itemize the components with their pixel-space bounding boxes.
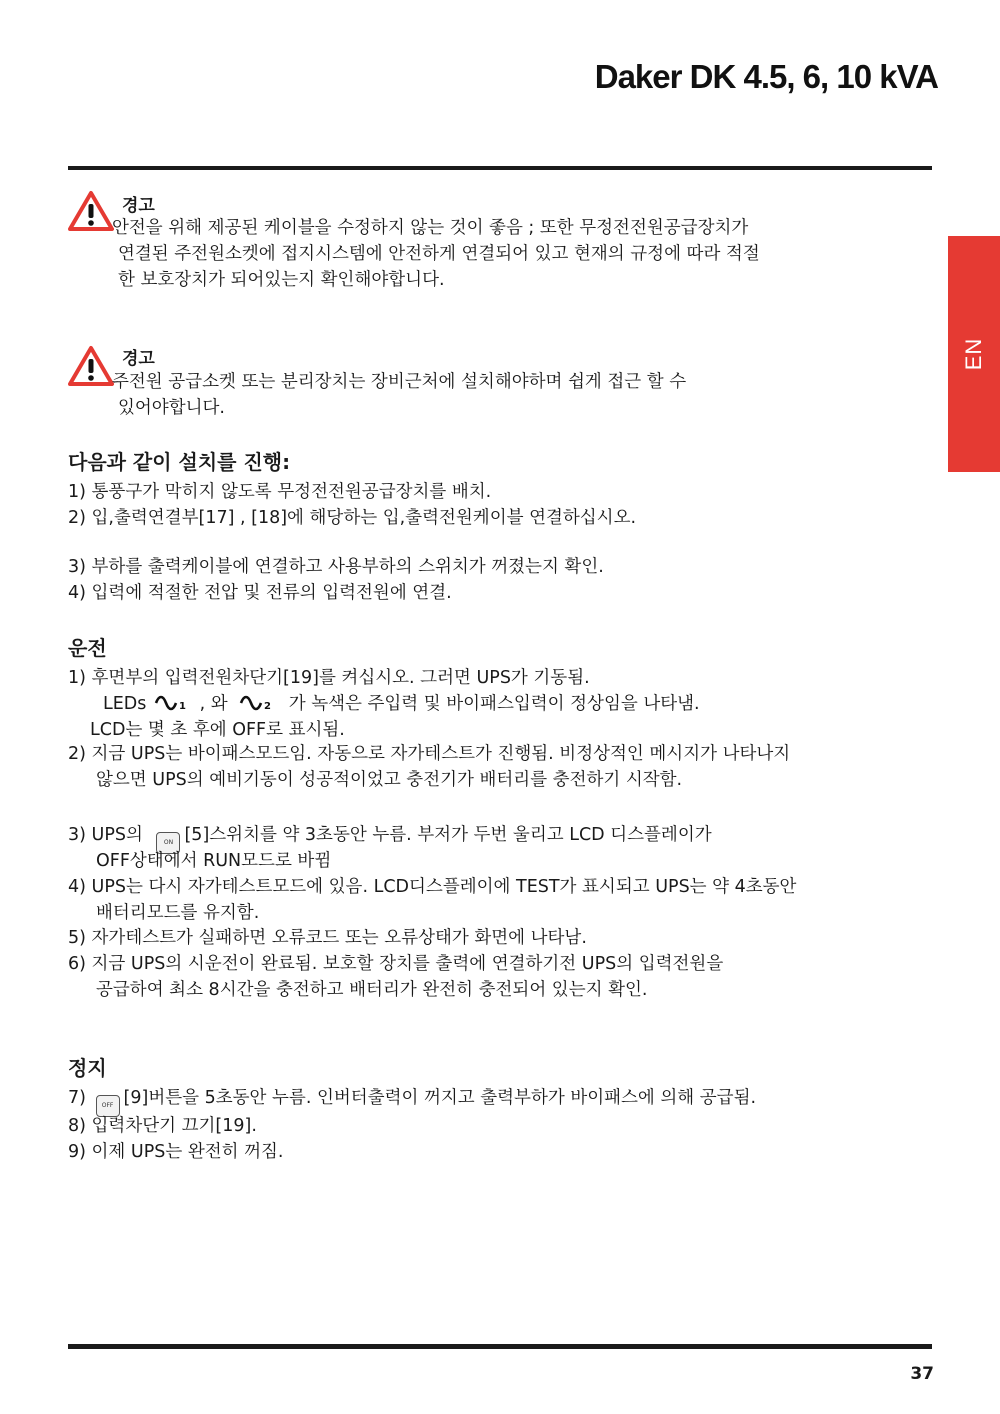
operation-item-2-line-2: 않으면 UPS의 예비기동이 성공적이었고 충전기가 배터리를 충전하기 시작함.	[96, 770, 683, 790]
install-item-1: 1) 통풍구가 막히지 않도록 무정전전원공급장치를 배치.	[68, 482, 492, 502]
operation-item-4-line-1: 4) UPS는 다시 자가테스트모드에 있음. LCD디스플레이에 TEST가 표시되고 UPS는 약 4초동안	[68, 877, 797, 897]
footer-divider	[68, 1344, 932, 1349]
stop-item-8: 8) 입력차단기 끄기[19].	[68, 1116, 257, 1136]
svg-text:2: 2	[264, 701, 272, 712]
warning-1-line-1: 안전을 위해 제공된 케이블을 수정하지 않는 것이 좋음 ; 또한 무정전전원공급장치가	[112, 218, 749, 238]
svg-text:1: 1	[178, 701, 186, 712]
warning-triangle-icon	[68, 345, 114, 387]
operation-item-6-line-2: 공급하여 최소 8시간을 충전하고 배터리가 완전히 충전되어 있는지 확인.	[96, 980, 648, 1000]
warning-1-line-3: 한 보호장치가 되어있는지 확인해야합니다.	[118, 270, 445, 290]
install-item-2: 2) 입,출력연결부[17] , [18]에 해당하는 입,출력전원케이블 연결하십시오.	[68, 508, 637, 528]
off-button-icon: OFF	[96, 1095, 120, 1117]
operation-item-4-line-2: 배터리모드를 유지함.	[96, 903, 260, 923]
install-item-4: 4) 입력에 적절한 전압 및 전류의 입력전원에 연결.	[68, 583, 452, 603]
install-item-3: 3) 부하를 출력케이블에 연결하고 사용부하의 스위치가 꺼졌는지 확인.	[68, 557, 604, 577]
leds-suffix: 가 녹색은 주입력 및 바이패스입력이 정상임을 나타냄.	[288, 694, 700, 714]
warning-2-line-2: 있어야합니다.	[118, 398, 225, 418]
warning-triangle-icon	[68, 190, 114, 232]
item-3-prefix: 3) UPS의	[68, 825, 143, 845]
operation-item-1: 1) 후면부의 입력전원차단기[19]를 켜십시오. 그러면 UPS가 기동됨.	[68, 668, 590, 688]
document-title: Daker DK 4.5, 6, 10 kVA	[594, 58, 938, 95]
operation-item-3-line-2: OFF상태에서 RUN모드로 바뀜	[96, 851, 332, 871]
warning-2-title: 경고	[122, 349, 155, 369]
item-7-suffix: [9]버튼을 5초동안 누름. 인버터출력이 꺼지고 출력부하가 바이패스에 의해 공급됨.	[123, 1088, 757, 1108]
warning-2-line-1: 주전원 공급소켓 또는 분리장치는 장비근처에 설치해야하며 쉽게 접근 할 수	[112, 372, 687, 392]
warning-block-2	[68, 345, 114, 391]
language-tab-label: EN	[961, 337, 986, 371]
page-number: 37	[910, 1364, 934, 1384]
leds-prefix: LEDs	[103, 694, 147, 714]
operation-leds-line	[103, 691, 700, 720]
stop-item-9: 9) 이제 UPS는 완전히 꺼짐.	[68, 1142, 284, 1162]
operation-heading: 운전	[68, 636, 107, 660]
warning-1-title: 경고	[122, 196, 155, 216]
operation-item-5: 5) 자가테스트가 실패하면 오류코드 또는 오류상태가 화면에 나타남.	[68, 928, 587, 948]
warning-1-line-2: 연결된 주전원소켓에 접지시스템에 안전하게 연결되어 있고 현재의 규정에 따라 적절	[118, 244, 760, 264]
warning-block-1	[68, 190, 114, 236]
language-tab	[948, 236, 1000, 472]
stop-heading: 정지	[68, 1056, 107, 1080]
operation-item-6-line-1: 6) 지금 UPS의 시운전이 완료됨. 보호할 장치를 출력에 연결하기전 UPS의 입력전원을	[68, 954, 724, 974]
item-7-prefix: 7)	[68, 1088, 86, 1108]
install-heading: 다음과 같이 설치를 진행:	[68, 450, 291, 474]
on-button-icon: ON	[156, 832, 180, 854]
operation-item-2-line-1: 2) 지금 UPS는 바이패스모드임. 자동으로 자가테스트가 진행됨. 비정상적인 메시지가 나타나지	[68, 744, 791, 764]
item-3-suffix: [5]스위치를 약 3초동안 누름. 부저가 두번 울리고 LCD 디스플레이가	[184, 825, 712, 845]
operation-lcd-line: LCD는 몇 초 후에 OFF로 표시됨.	[90, 720, 345, 740]
header-divider	[68, 166, 932, 170]
leds-mid: , 와	[199, 694, 228, 714]
